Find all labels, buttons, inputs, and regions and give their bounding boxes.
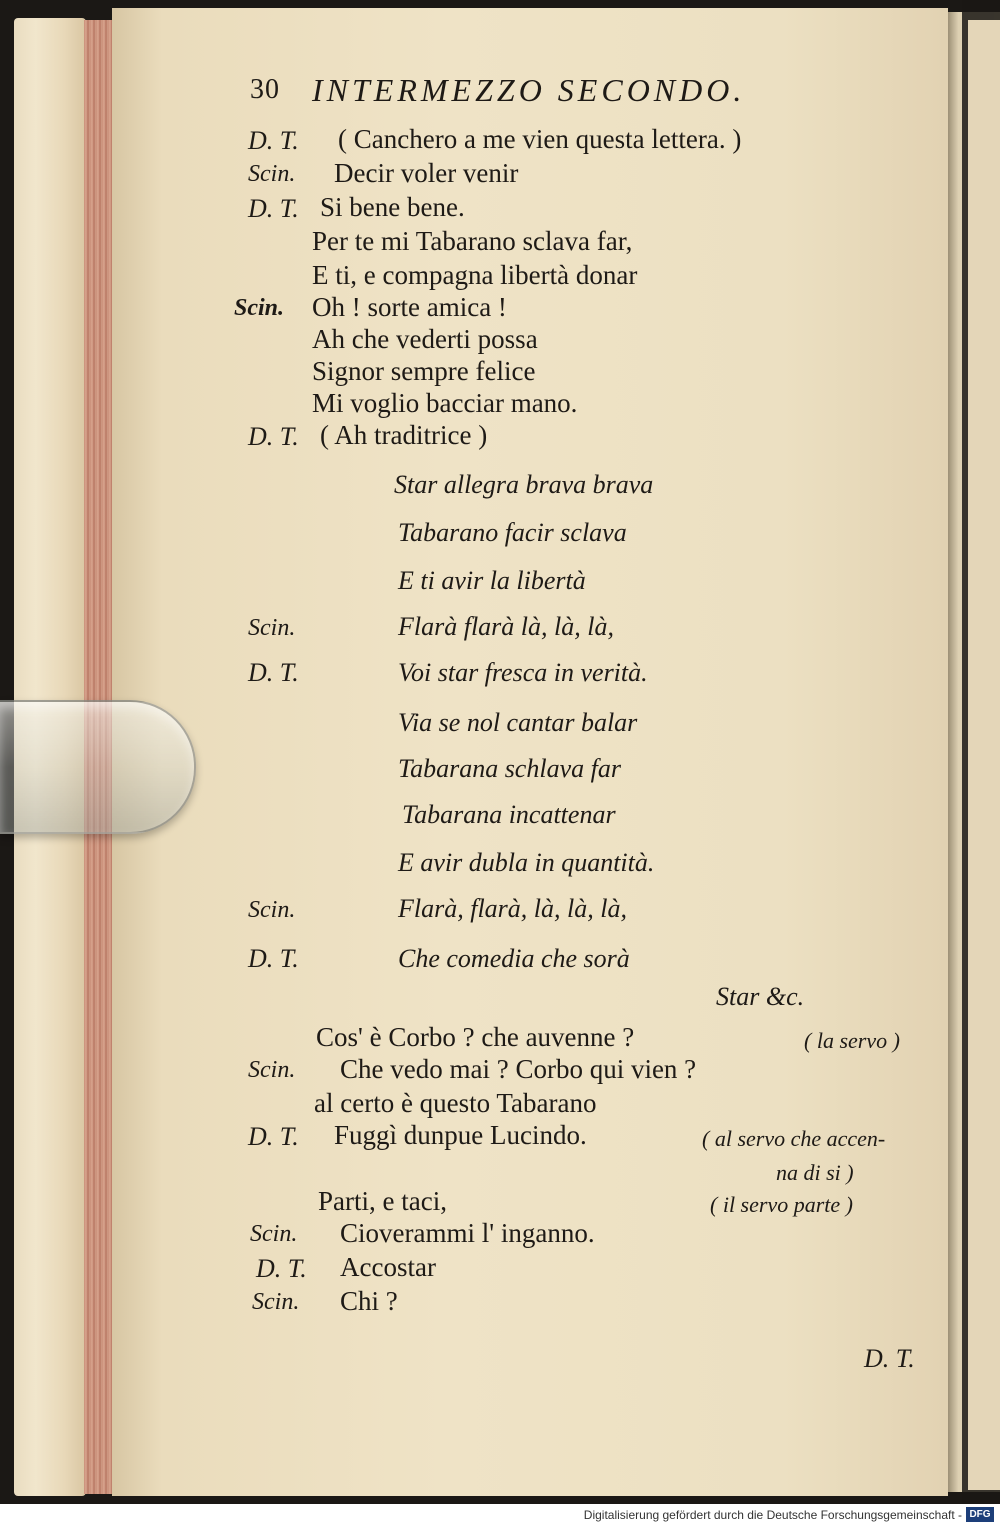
verse-line: Cioverammi l' inganno. <box>340 1218 595 1248</box>
running-title: INTERMEZZO SECONDO. <box>312 72 746 108</box>
speaker-label: D. T. <box>248 944 299 973</box>
speaker-label: D. T. <box>248 194 299 223</box>
aria-line: Star allegra brava brava <box>394 470 654 499</box>
speaker-label: Scin. <box>248 615 296 641</box>
printed-page <box>112 8 948 1496</box>
speaker-label: Scin. <box>248 1057 296 1083</box>
speaker-label: Scin. <box>234 295 285 321</box>
glass-page-weight <box>0 700 196 834</box>
footer-bar <box>0 1504 1000 1526</box>
verse-line: Che vedo mai ? Corbo qui vien ? <box>340 1054 697 1084</box>
verse-line: Oh ! sorte amica ! <box>312 292 507 322</box>
verse-line: ( Canchero a me vien questa lettera. ) <box>338 124 742 154</box>
verse-line: Per te mi Tabarano sclava far, <box>312 226 633 256</box>
verse-line: Parti, e taci, <box>318 1186 447 1216</box>
stage-direction: ( il servo parte ) <box>710 1192 853 1217</box>
verse-line: Chi ? <box>340 1286 398 1316</box>
aria-line: Via se nol cantar balar <box>398 708 638 737</box>
verse-line: Si bene bene. <box>320 192 465 222</box>
speaker-label: Scin. <box>252 1289 300 1315</box>
stage-direction: ( la servo ) <box>804 1028 900 1053</box>
speaker-label: Scin. <box>248 897 296 923</box>
stage-direction: ( al servo che accen- <box>702 1126 886 1151</box>
aria-line: Tabarano facir sclava <box>398 518 627 547</box>
verse-line: al certo è questo Tabarano <box>314 1088 597 1118</box>
verse-line: E ti, e compagna libertà donar <box>312 260 638 290</box>
verse-line: Mi voglio bacciar mano. <box>312 388 578 418</box>
dfg-logo-icon: DFG <box>966 1507 994 1522</box>
aria-line: Tabarana schlava far <box>398 754 621 783</box>
speaker-label: Scin. <box>250 1221 298 1247</box>
speaker-label: D. T. <box>248 658 299 687</box>
aria-line: E avir dubla in quantità. <box>398 848 655 877</box>
aria-line: Flarà flarà là, là, là, <box>398 612 614 641</box>
aria-line: E ti avir la libertà <box>398 566 586 595</box>
da-capo-mark: Star &c. <box>716 982 805 1011</box>
aria-line: Flarà, flarà, là, là, là, <box>398 894 627 923</box>
speaker-label: D. T. <box>248 1122 299 1151</box>
stage-direction-continued: na di si ) <box>776 1160 854 1185</box>
verse-line: Cos' è Corbo ? che auvenne ? <box>316 1022 635 1052</box>
funding-credit: Digitalisierung gefördert durch die Deutsche Forschungsgemeinschaft - <box>583 1508 962 1522</box>
catchword: D. T. <box>864 1344 915 1373</box>
speaker-label: D. T. <box>248 126 299 155</box>
speaker-label: Scin. <box>248 161 296 187</box>
verse-line: Accostar <box>340 1252 436 1282</box>
adjacent-page-edge <box>968 20 1000 1490</box>
verse-line: ( Ah traditrice ) <box>320 420 488 450</box>
verse-line: Fuggì dunpue Lucindo. <box>334 1120 587 1150</box>
speaker-label: D. T. <box>248 422 299 451</box>
aria-line: Voi star fresca in verità. <box>398 658 648 687</box>
speaker-label: D. T. <box>256 1254 307 1283</box>
verse-line: Ah che vederti possa <box>312 324 538 354</box>
verse-line: Signor sempre felice <box>312 356 536 386</box>
aria-line: Tabarana incattenar <box>402 800 616 829</box>
verse-line: Decir voler venir <box>334 158 519 188</box>
page-number: 30 <box>250 74 280 105</box>
aria-line: Che comedia che sorà <box>398 944 630 973</box>
